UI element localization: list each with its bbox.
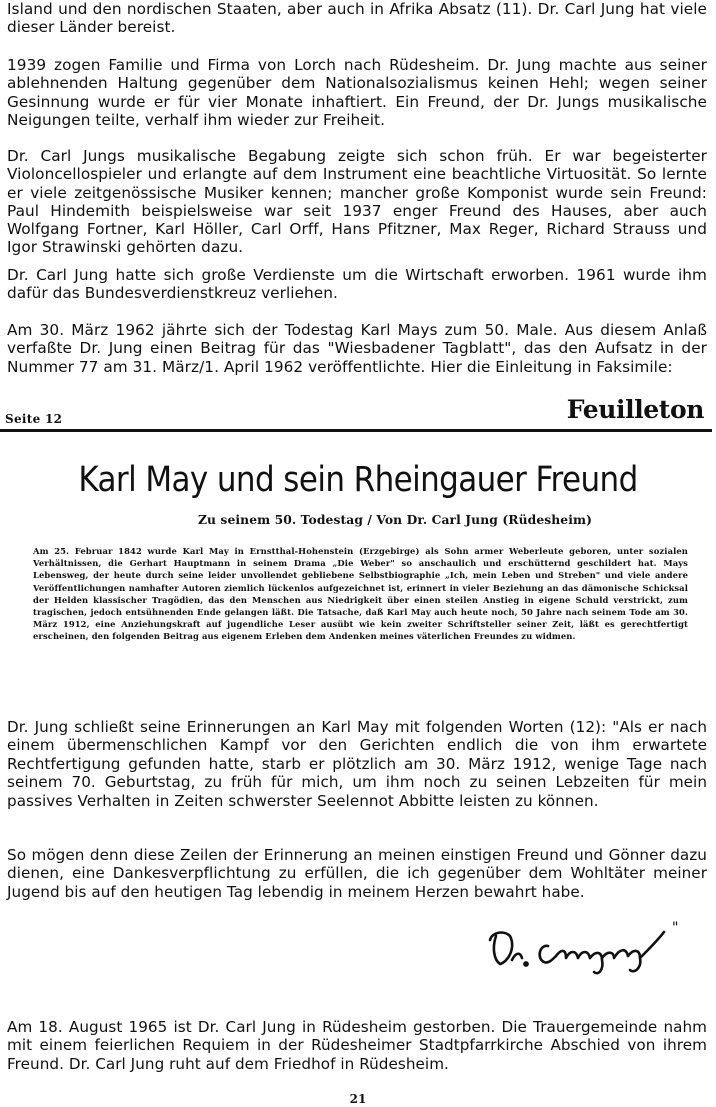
- paragraph-merit: Dr. Carl Jung hatte sich große Verdienste um die Wirtschaft erworben. 1961 wurde ihm dafür das Bundesverdienstkreuz verliehen.: [7, 266, 707, 303]
- clipping-headline: Karl May und sein Rheingauer Freund: [78, 459, 638, 501]
- paragraph-quote: Dr. Jung schließt seine Erinnerungen an Karl May mit folgenden Worten (12): "Als er nach einem übermenschlichen Kampf vor den Gerichten endlich die von ihm erwartete Rechtfertigung gefunden hatte, starb er plötzlich am 30. März 1912, wenige Tage nach seinem 70. Geburtstag, zu früh für mich, um ihm noch zu seinen Lebzeiten für mein passives Verhalten in Zeiten schwerster Seelennot Abbitte leisten zu können.: [7, 718, 707, 810]
- clipping-subhead: Zu seinem 50. Todestag / Von Dr. Carl Jung (Rüdesheim): [197, 512, 593, 527]
- paragraph-quote-end: So mögen denn diese Zeilen der Erinnerung an meinen einstigen Freund und Gönner dazu dienen, eine Dankesverpflichtung zu erfüllen, die ich gegenüber dem Wohltäter meiner Jugend bis auf den heutigen Tag lebendig in meinem Herzen bewahrt habe.: [7, 846, 707, 901]
- paragraph-exports: Island und den nordischen Staaten, aber auch in Afrika Absatz (11). Dr. Carl Jung hat viele dieser Länder bereist.: [7, 0, 707, 37]
- newspaper-page-label: Seite 12: [5, 412, 63, 426]
- clipping-lead-text: Am 25. Februar 1842 wurde Karl May in Ernstthal-Hohenstein (Erzgebirge) als Sohn armer Weberleute geboren, unter sozialen Verhältnissen, die Gerhart Hauptmann in seinem Drama „Die Weber" so anschaulich und erschütternd geschildert hat. Mays Lebensweg, der heute durch seine leider unvollendet gebliebene Selbstbiographie „Ich, mein Leben und Streben" und viele andere Veröffentlichungen namhafter Autoren ziemlich lückenlos aufgezeichnet ist, erinnert in vieler Beziehung an das dämonische Schicksal der Helden klassischer Tragödien, das den Menschen aus Niedrigkeit über einen steilen Anstieg in eigene Schuld verstrickt, zum tragischen, jedoch entsühnenden Ende gelangen läßt. Die Tatsache, daß Karl May auch heute noch, 50 Jahre nach seinem Tode am 30. März 1912, eine Anziehungskraft auf jugendliche Leser ausübt wie kein zweiter Schriftsteller seiner Zeit, läßt es gerechtfertigt erscheinen, den folgenden Beitrag aus eigenem Erleben dem Andenken meines väterlichen Freundes zu widmen.: [33, 546, 688, 642]
- handwritten-signature: [486, 918, 686, 978]
- paragraph-1962: Am 30. März 1962 jährte sich der Todestag Karl Mays zum 50. Male. Aus diesem Anlaß verfaßte Dr. Jung einen Beitrag für das "Wiesbadener Tagblatt", das den Aufsatz in der Nummer 77 am 31. März/1. April 1962 veröffentlichte. Hier die Einleitung in Faksimile:: [7, 321, 707, 376]
- newspaper-section-title: Feuilleton: [566, 395, 704, 424]
- paragraph-music: Dr. Carl Jungs musikalische Begabung zeigte sich schon früh. Er war begeisterter Violoncellospieler und erlangte auf dem Instrument eine beachtliche Virtuosität. So lernte er viele zeitgenössische Musiker kennen; mancher große Komponist wurde sein Freund: Paul Hindemith beispielsweise war seit 1937 enger Freund des Hauses, aber auch Wolfgang Fortner, Karl Höller, Carl Orff, Hans Pfitzner, Max Reger, Richard Strauss und Igor Strawinski gehörten dazu.: [7, 147, 707, 257]
- newspaper-header: [0, 392, 716, 436]
- page-number: 21: [349, 1092, 367, 1106]
- newspaper-rule: [0, 429, 712, 432]
- signature-closing-quote: ": [672, 920, 679, 936]
- paragraph-death: Am 18. August 1965 ist Dr. Carl Jung in Rüdesheim gestorben. Die Trauergemeinde nahm mit einem feierlichen Requiem in der Rüdesheimer Stadtpfarrkirche Abschied von ihrem Freund. Dr. Carl Jung ruht auf dem Friedhof in Rüdesheim.: [7, 1018, 707, 1073]
- paragraph-1939: 1939 zogen Familie und Firma von Lorch nach Rüdesheim. Dr. Jung machte aus seiner ablehnenden Haltung gegenüber dem Nationalsozialismus keinen Hehl; wegen seiner Gesinnung wurde er für vier Monate inhaftiert. Ein Freund, der Dr. Jungs musikalische Neigungen teilte, verhalf ihm wieder zur Freiheit.: [7, 56, 707, 129]
